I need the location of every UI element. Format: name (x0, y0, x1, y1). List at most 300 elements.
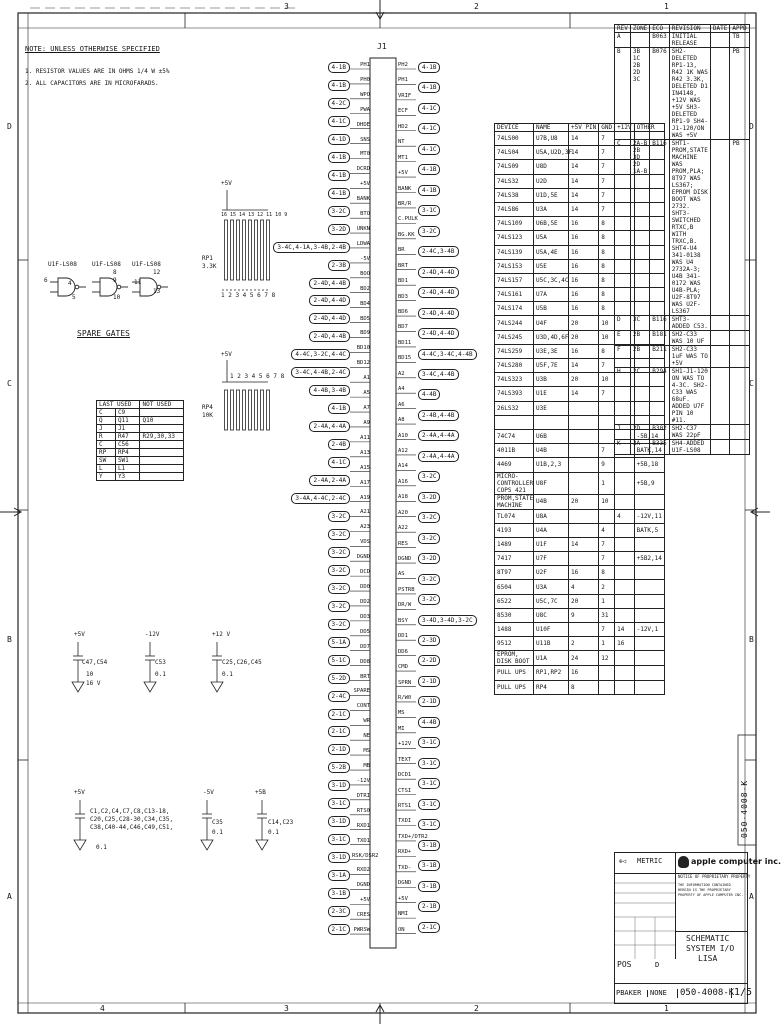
device-row (495, 523, 665, 537)
device-cell (634, 651, 664, 666)
j1-pin-right: MI (398, 725, 405, 732)
device-cell (569, 523, 599, 537)
j1-pin-right: TXD- (398, 864, 412, 871)
device-cell: 8 (599, 302, 615, 316)
rp4-ref: RP4 (202, 404, 213, 411)
gate-pin: 8 (113, 269, 117, 276)
device-cell (615, 580, 634, 594)
device-cell: 14 (615, 623, 634, 637)
device-row (495, 494, 665, 509)
j1-pin-left: CRES (356, 912, 370, 919)
note-1: 1. RESISTOR VALUES ARE IN OHMS 1/4 W ±5% (25, 68, 170, 75)
device-cell: 8 (599, 344, 615, 358)
last-used-cell: Q10 (140, 417, 184, 425)
note-2: 2. ALL CAPACITORS ARE IN MICROFARADS. (25, 80, 159, 87)
device-cell: U2D (534, 174, 569, 188)
device-cell: 16 (615, 637, 634, 651)
revision-cell: C (615, 140, 631, 316)
capacitor-symbol (256, 800, 268, 850)
device-cell: U7A (534, 288, 569, 302)
size-label: D (655, 961, 660, 969)
device-cell: 16 (569, 231, 599, 245)
signal-ref-right: 4-1C (418, 123, 440, 134)
revision-cell: D (615, 316, 631, 331)
rev-col-eco: ECO (650, 25, 669, 33)
j1-pin-right: TEXT (398, 756, 412, 763)
device-cell: 7 (599, 359, 615, 373)
device-cell: U1D,5E (534, 188, 569, 202)
device-cell: 7 (599, 160, 615, 174)
zone-bottom-3: 3 (284, 1004, 289, 1013)
device-cell (615, 472, 634, 494)
j1-pin-right: BANK (398, 185, 412, 192)
device-cell (615, 594, 634, 608)
device-cell: U5A (534, 231, 569, 245)
drawing-number: 050-4008-K (677, 989, 734, 998)
signal-ref-left: 3-1D (328, 816, 350, 827)
cap-val-5: 0.1 (212, 829, 223, 836)
device-cell: 10 (599, 494, 615, 509)
zone-right-B: B (749, 635, 754, 644)
device-cell: U1E (534, 387, 569, 401)
j1-pin-right: BSY (398, 617, 408, 624)
j1-pin-left: A7 (363, 405, 370, 412)
device-cell: U4A (534, 523, 569, 537)
signal-ref-left: 4-1D (328, 134, 350, 145)
last-used-cell: Y (97, 473, 116, 481)
resistor-element (237, 390, 240, 430)
device-cell: TL074 (495, 509, 534, 523)
cap-val-2: 0.1 (155, 671, 166, 678)
device-cell: 74LS123 (495, 231, 534, 245)
device-cell: U8A (534, 509, 569, 523)
notes-title: NOTE: UNLESS OTHERWISE SPECIFIED (25, 45, 160, 53)
company-name: apple computer inc. (691, 857, 781, 866)
signal-ref-left: 4-1B (328, 62, 350, 73)
device-cell: 7417 (495, 552, 534, 566)
drawing-title-box (676, 931, 747, 972)
device-cell: 74LS04 (495, 146, 534, 160)
header-last-used: LAST USED (97, 401, 140, 409)
j1-pin-left: -5V (360, 255, 370, 262)
resistor-element (243, 390, 246, 430)
revision-cell: 2D (630, 425, 649, 440)
device-cell: 74LS280 (495, 359, 534, 373)
device-row (495, 537, 665, 551)
rev-col-appd: APPD (730, 25, 749, 33)
signal-ref-right: 4-4B (418, 389, 440, 400)
signal-ref-left: 3-2C (328, 529, 350, 540)
device-cell: 14 (569, 202, 599, 216)
signal-ref-left: 2-4D,4-4D (309, 295, 350, 306)
device-row (495, 580, 665, 594)
revision-cell: H (615, 368, 631, 425)
device-cell (599, 401, 615, 415)
device-cell: 14 (569, 174, 599, 188)
device-cell: 7 (599, 387, 615, 401)
gate-pin: 13 (153, 288, 161, 295)
signal-ref-left: 5-1C (328, 655, 350, 666)
j1-pin-left: DCRD (356, 166, 370, 173)
rev-col-rev: REV (615, 25, 631, 33)
device-cell: 20 (569, 373, 599, 387)
device-cell: 74LS323 (495, 373, 534, 387)
resistor-element (231, 220, 234, 280)
last-used-cell: R (97, 433, 116, 441)
signal-ref-left: 3-1D (328, 780, 350, 791)
revision-cell (730, 368, 749, 425)
signal-ref-left: 5-2B (328, 762, 350, 773)
j1-pin-left: VDS (360, 539, 370, 546)
j1-pin-right: +12V (398, 741, 412, 748)
revision-cell (630, 33, 649, 48)
device-cell: 16 (569, 273, 599, 287)
j1-pin-right: BD6 (398, 309, 408, 316)
signal-ref-left: 2-1C (328, 726, 350, 737)
device-cell (634, 566, 664, 580)
device-cell: 14 (569, 160, 599, 174)
j1-pin-left: A1 (363, 375, 370, 382)
device-cell: 7 (599, 132, 615, 146)
device-cell: 8 (569, 680, 599, 694)
device-cell: 14 (569, 359, 599, 373)
j1-pin-right: AS (398, 571, 405, 578)
last-used-cell: Y3 (115, 473, 140, 481)
zone-bottom-4: 4 (100, 1004, 105, 1013)
revision-cell (710, 346, 729, 368)
device-cell: 74LS161 (495, 288, 534, 302)
rp1-pins-top: 16 15 14 13 12 11 10 9 (221, 212, 288, 218)
title-block (614, 852, 781, 1004)
device-cell: 1488 (495, 623, 534, 637)
revision-cell: B181 (650, 331, 669, 346)
device-cell: 7 (599, 444, 615, 458)
j1-pin-right: HD2 (398, 123, 408, 130)
device-cell: RP4 (534, 680, 569, 694)
device-cell: 7 (599, 537, 615, 551)
j1-pin-right: MT1 (398, 154, 408, 161)
device-cell (615, 552, 634, 566)
j1-pin-right: BD1 (398, 278, 408, 285)
signal-ref-right: 3-4C,4-4B (418, 369, 459, 380)
device-cell: U1A (534, 651, 569, 666)
last-used-cell (140, 465, 184, 473)
revision-cell: 2B (630, 331, 649, 346)
last-used-row (97, 465, 184, 473)
signal-ref-right: 4-1B (418, 185, 440, 196)
revision-cell: PB (730, 140, 749, 316)
cap-ref-4: C1,C2,C4,C7,C8,C13-18, C20,C25,C28-30,C34,C35, C38,C40-44,C46,C49,C51, (90, 808, 174, 831)
notice-title: NOTICE OF PROPRIETARY PROPERTY (678, 874, 751, 879)
device-cell: 24 (569, 651, 599, 666)
signal-ref-left: 4-4C,3-2C,4-4C (291, 349, 350, 360)
device-cell: 31 (599, 608, 615, 622)
signal-ref-right: 3-2C (418, 533, 440, 544)
j1-pin-left: NE (363, 733, 370, 740)
last-used-cell: SW1 (115, 457, 140, 465)
signal-ref-right: 2-4D,4-4D (418, 287, 459, 298)
approval-grid (615, 873, 676, 959)
header-not-used: NOT USED (140, 401, 184, 409)
cap-ref-1: C47,C54 (82, 659, 108, 666)
j1-pin-right: DGND (398, 556, 412, 563)
signal-ref-right: 3-2D (418, 492, 440, 503)
col-device: DEVICE (495, 124, 534, 132)
last-used-cell: C9 (115, 409, 140, 417)
last-used-cell: RP4 (115, 449, 140, 457)
device-cell: U5A,4E (534, 245, 569, 259)
signal-ref-right: 3-1C (418, 737, 440, 748)
j1-pin-right: A2 (398, 370, 405, 377)
device-cell: 74LS259 (495, 344, 534, 358)
device-cell: 8 (599, 566, 615, 580)
device-cell: 16 (569, 259, 599, 273)
revision-row (615, 33, 750, 48)
j1-pin-left: BD5 (360, 315, 370, 322)
signal-ref-left: 2-4D,4-4B (309, 278, 350, 289)
j1-pin-left: DD8 (360, 658, 370, 665)
revision-cell: B211 (650, 346, 669, 368)
signal-ref-right: 4-1C (418, 144, 440, 155)
signal-ref-right: 2-1D (418, 676, 440, 687)
device-cell: 16 (569, 217, 599, 231)
device-cell: 10 (599, 316, 615, 330)
resistor-element (243, 220, 246, 280)
device-cell (615, 494, 634, 509)
last-used-cell: Q (97, 417, 116, 425)
capacitor-symbol (211, 642, 223, 692)
j1-pin-left: BD9 (360, 330, 370, 337)
revision-row (615, 346, 750, 368)
gate-pin: 11 (134, 279, 142, 286)
device-cell: BATK,5 (634, 523, 664, 537)
device-cell: -12V,11 (634, 509, 664, 523)
signal-ref-right: 3-2C (418, 594, 440, 605)
last-used-cell: C (97, 409, 116, 417)
device-cell (634, 537, 664, 551)
device-cell: U3B (534, 373, 569, 387)
last-used-row (97, 409, 184, 417)
device-row (495, 509, 665, 523)
device-cell: 16 (569, 344, 599, 358)
j1-pin-right: BG.KK (398, 231, 415, 238)
rp4-supply: +5V (221, 351, 232, 358)
device-cell: 74LS245 (495, 330, 534, 344)
title-line-3: LISA (698, 954, 718, 963)
device-cell: +5B,18 (634, 458, 664, 472)
signal-ref-left: 3-2C (328, 619, 350, 630)
device-row (495, 637, 665, 651)
last-used-row (97, 425, 184, 433)
last-used-cell (140, 473, 184, 481)
device-cell: 2 (599, 580, 615, 594)
device-cell: U5A,U2D,3F (534, 146, 569, 160)
col-gnd: GND (599, 124, 615, 132)
device-cell: -5B,14 (634, 429, 664, 443)
device-cell (599, 509, 615, 523)
device-cell: U1B,2,3 (534, 458, 569, 472)
zone-bottom-1: 1 (664, 1004, 669, 1013)
cap-ref-6: C14,C23 (268, 819, 294, 826)
j1-pin-left: WPO (360, 91, 370, 98)
j1-pin-left: A15 (360, 464, 370, 471)
j1-pin-right: BD3 (398, 293, 408, 300)
signal-ref-left: 2-4A,4-4A (309, 421, 350, 432)
signal-ref-left: 2-4A,2-4A (309, 475, 350, 486)
device-cell: 74LS86 (495, 202, 534, 216)
signal-ref-left: 3-2C (328, 601, 350, 612)
cap-rail-4: +5V (74, 789, 85, 796)
gate-pin: 6 (44, 277, 48, 284)
revision-row (615, 140, 750, 316)
metric-box (615, 853, 676, 874)
j1-pin-right: +5V (398, 170, 408, 177)
device-cell: 9512 (495, 637, 534, 651)
j1-pin-right: BD7 (398, 324, 408, 331)
j1-ref: J1 (377, 42, 387, 51)
device-cell: +5B,9 (634, 472, 664, 494)
j1-pin-left: MT0 (360, 151, 370, 158)
device-cell: PULL UPS (495, 666, 534, 680)
scale: NONE (647, 990, 667, 997)
signal-ref-left: 4-1C (328, 457, 350, 468)
j1-pin-right: A8 (398, 417, 405, 424)
last-used-header (97, 401, 184, 409)
cap-val-3: 0.1 (222, 671, 233, 678)
j1-pin-left: DD5 (360, 628, 370, 635)
signal-ref-right: 2-4A,4-4A (418, 451, 459, 462)
last-used-cell: L1 (115, 465, 140, 473)
last-used-row (97, 433, 184, 441)
resistor-element (249, 390, 252, 430)
j1-pin-left: BTO (360, 211, 370, 218)
last-used-row (97, 457, 184, 465)
signal-ref-right: 2-4B,4-4B (418, 410, 459, 421)
device-cell: 16 (569, 245, 599, 259)
approval-grid-lines (615, 873, 675, 959)
j1-pin-left: DD7 (360, 643, 370, 650)
revision-cell: SH2-DELETED RP1-13, R42 1K WAS R42 3.3K, DELETED D1 IN4148, +12V WAS +5V SH3-DELETED RP1-9 SH4-J1-120/ON WAS +5V (669, 48, 710, 140)
zone-bottom-2: 2 (474, 1004, 479, 1013)
revision-cell: TB (730, 33, 749, 48)
last-used-cell (140, 409, 184, 417)
revision-cell: A (615, 33, 631, 48)
signal-ref-left: 4-1B (328, 152, 350, 163)
rp1-supply: +5V (221, 180, 232, 187)
j1-pin-right: CMD (398, 664, 408, 671)
device-cell: 1 (599, 594, 615, 608)
signal-ref-left: 3-2D (328, 224, 350, 235)
revision-cell (730, 440, 749, 455)
device-cell: 1489 (495, 537, 534, 551)
sheet-number: 1/5 (731, 988, 752, 998)
cap-ref-3: C25,C26,C45 (222, 659, 262, 666)
drawn-by: PBAKER (616, 989, 642, 997)
rev-col-revision: REVISION (669, 25, 710, 33)
j1-pin-left: A23 (360, 524, 370, 531)
device-cell: 74LS109 (495, 217, 534, 231)
signal-ref-right: 4-1C (418, 103, 440, 114)
device-cell: U5F,7E (534, 359, 569, 373)
resistor-element (255, 220, 258, 280)
signal-ref-left: 4-1B (328, 188, 350, 199)
revision-cell (710, 140, 729, 316)
j1-pin-right: A18 (398, 494, 408, 501)
j1-pin-right: A22 (398, 525, 408, 532)
signal-ref-left: 3-4A,4-4C,2-4C (291, 493, 350, 504)
signal-ref-left: 3-4C,4-4B,2-4C (291, 367, 350, 378)
j1-pin-right: A12 (398, 447, 408, 454)
device-cell: U7B,U8 (534, 132, 569, 146)
resistor-element (267, 220, 270, 280)
device-cell: 14 (569, 146, 599, 160)
signal-ref-right: 2-3D (418, 635, 440, 646)
revision-cell: SH1-J1-120 ON WAS TO 4-3C. SH2-C33 WAS 68uF. ADDED U7F PIN 10 #11. (669, 368, 710, 425)
last-used-cell (140, 441, 184, 449)
j1-pin-left: UNKN (356, 226, 370, 233)
device-cell: 8 (599, 273, 615, 287)
last-used-cell: Q11 (115, 417, 140, 425)
revision-cell: F (615, 346, 631, 368)
j1-pin-left: WR (363, 718, 370, 725)
last-used-cell (140, 425, 184, 433)
device-cell: PROM,STATE MACHINE (495, 494, 534, 509)
signal-ref-left: 4-4B,3-4B (309, 385, 350, 396)
j1-pin-left: A5 (363, 390, 370, 397)
device-row (495, 472, 665, 494)
gate-pin: 9 (113, 277, 117, 284)
revision-cell: SHT1-PROM,STATE MACHINE WAS PROM,PLA; 8T97 WAS LS367; EPROM DISK BOOT WAS 2732. SHT3-SWITCHED RTXC,B WITH TRXC,B. SHT4-U4 341-0138 WAS U4 2732A-3; U4B 341-0172 WAS U4B-PLA; U2F-8T97 WAS U2F-LS367 (669, 140, 710, 316)
revision-cell: B116 (650, 316, 669, 331)
device-cell (634, 494, 664, 509)
j1-pin-left: BD4 (360, 300, 370, 307)
device-cell: U2F (534, 566, 569, 580)
j1-pin-left: RSK/DSR2 (352, 852, 379, 859)
device-cell (569, 623, 599, 637)
device-cell: 9 (599, 458, 615, 472)
spare-gates-title: SPARE GATES (77, 329, 130, 338)
device-cell: 4193 (495, 523, 534, 537)
revision-cell (710, 33, 729, 48)
j1-pin-right: BR (398, 247, 405, 254)
j1-pin-left: SNS (360, 136, 370, 143)
last-used-cell: C56 (115, 441, 140, 449)
signal-ref-left: 4-2C (328, 98, 350, 109)
j1-pin-left: PH1 (360, 62, 370, 68)
signal-ref-right: 4-1B (418, 62, 440, 73)
revision-cell (710, 425, 729, 440)
company-box (676, 853, 781, 874)
last-used-cell: J1 (115, 425, 140, 433)
device-cell: 6522 (495, 594, 534, 608)
j1-pin-left: A11 (360, 434, 370, 441)
device-cell: BATK,14 (634, 444, 664, 458)
signal-ref-right: 3-2C (418, 574, 440, 585)
device-cell (495, 415, 534, 429)
device-cell: U11B (534, 637, 569, 651)
device-cell: RP1,RP2 (534, 666, 569, 680)
j1-pin-left: DD2 (360, 598, 370, 605)
signal-ref-right: 2-1B (418, 901, 440, 912)
device-cell: U3E,3E (534, 344, 569, 358)
device-cell: 74LS38 (495, 188, 534, 202)
j1-pin-left: PWRSW (353, 927, 370, 934)
signal-ref-right: 4-4C,3-4C,4-4B (418, 349, 477, 360)
j1-pin-left: A17 (360, 479, 370, 486)
signal-ref-right: 3-1C (418, 758, 440, 769)
signal-ref-right: 4-4B (418, 717, 440, 728)
rp4-pins: 1 2 3 4 5 6 7 8 (230, 373, 285, 380)
